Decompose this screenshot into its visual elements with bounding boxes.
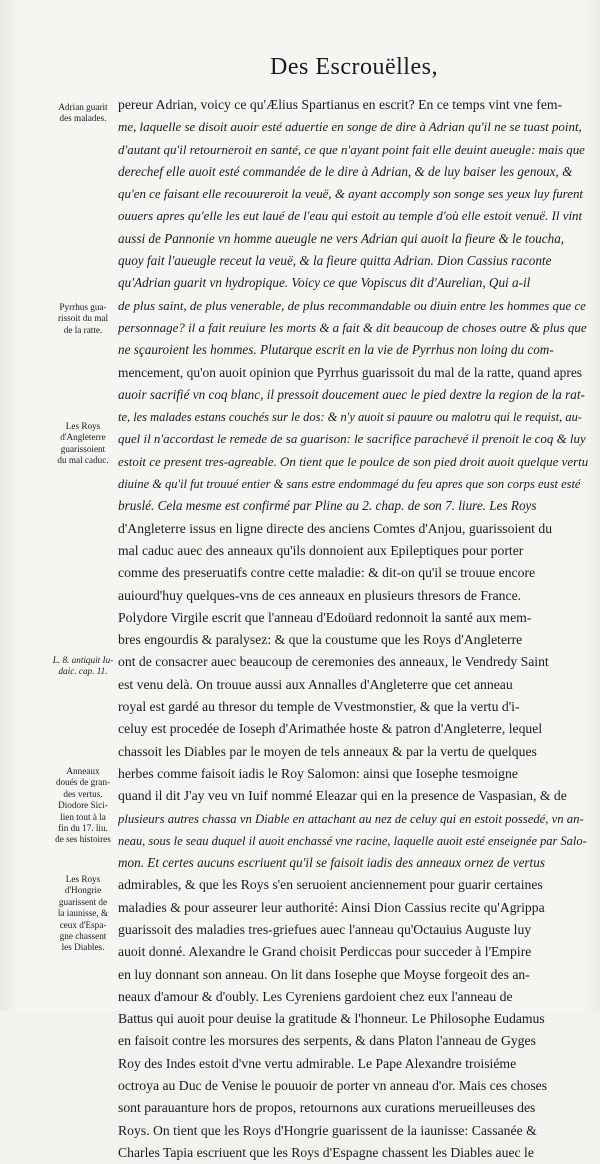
body-line: octroya au Duc de Venise le pouuoir de porter vn anneau d'or. Mais ces choses (118, 1078, 548, 1094)
margin-note-line: des malades. (59, 113, 107, 124)
body-line: d'Angleterre issus en ligne directe des anciens Comtes d'Anjou, guarissoient du (118, 520, 553, 536)
body-line: de plus saint, de plus venerable, de plus recommandable ou diuin entre les hommes que ce (118, 297, 586, 313)
running-head: Des Escrouëlles, (270, 54, 438, 80)
margin-note-line: guarissoient (60, 443, 106, 454)
body-line: herbes comme faisoit iadis le Roy Salomon: ainsi que Iosephe tesmoigne (118, 765, 518, 781)
body-line: ouuers apres qu'elle les eut laué de l'eau qui estoit au temple d'où elle estoit venuë. Il vint (118, 208, 583, 224)
body-line: aussi de Pannonie vn homme aueugle ne vers Adrian qui auoit la fieure & le toucha, (118, 230, 565, 246)
margin-note (50, 102, 116, 125)
body-line: neaux d'amour & d'oubly. Les Cyreniens gardoient chez eux l'anneau de (118, 988, 513, 1004)
body-line: chassoit les Diables par le moyen de tels anneaux & par la vertu de quelques (118, 743, 537, 759)
body-line: bres engourdis & paralysez: & que la coustume que les Roys d'Angleterre (118, 632, 523, 648)
body-line: me, laquelle se disoit auoir esté aduertie en songe de dire à Adrian qu'il ne se tuast point, (118, 119, 582, 135)
body-line: diuine & qu'il fut trouué entier & sans estre endommagé du feu apres que son corps eust esté (118, 477, 581, 492)
margin-note-line: Adrian guarit (58, 102, 108, 112)
body-line: en luy donnant son anneau. On lit dans Iosephe que Moyse forgeoit des an- (118, 966, 530, 982)
margin-note-line: d'Angleterre (60, 432, 106, 443)
body-line: mal caduc auec des anneaux qu'ils donnoient aux Epileptiques pour porter (118, 542, 524, 558)
body-line: maladies & pour asseurer leur authorité: Ainsi Dion Cassius recite qu'Agrippa (118, 899, 545, 915)
margin-note-line: Les Roys (65, 874, 101, 884)
margin-note-line: doués de gran- (55, 777, 111, 788)
body-text (118, 94, 588, 1164)
body-line: neau, sous le seau duquel il auoit enchassé vne racine, laquelle auoit esté enseignée par Salo- (118, 833, 587, 848)
body-line: comme des preseruatifs contre cette maladie: & dit-on qu'il se trouue encore (118, 565, 536, 581)
margin-note (50, 766, 116, 846)
body-line: qu'en ce faisant elle recouureroit la veuë, & ayant accomply son songe ses yeux luy furent (118, 186, 584, 202)
body-line: ont de consacrer auec beaucoup de ceremonies des anneaux, le Vendredy Saint (118, 654, 549, 670)
body-line: Charles Tapia escriuent que les Roys d'Espagne chassent les Diables auec le (118, 1144, 534, 1160)
body-line: Polydore Virgile escrit que l'anneau d'Edoüard redonnoit la santé aux mem- (118, 609, 532, 625)
body-line: royal est gardé au thresor du temple de Vvestmonstier, & que la vertu d'i- (118, 699, 520, 715)
body-line: quoy fait l'aueugle receut la veuë, & la fieure quitta Adrian. Dion Cassius raconte (118, 253, 552, 269)
body-line: mon. Et certes aucuns escriuent qu'il se faisoit iadis des anneaux ornez de vertus (118, 855, 545, 871)
body-line: quand il dit J'ay veu vn Iuif nommé Eleazar qui en la presence de Vaspasian, & de (118, 788, 567, 804)
body-line: plusieurs autres chassa vn Diable en attachant au nez de celuy qui en estoit possedé, vn an- (118, 811, 584, 826)
body-line: guarissoit des maladies tres-griefues auec l'anneau qu'Octauius Auguste luy (118, 921, 532, 937)
margin-note-line: de la ratte. (63, 324, 103, 335)
body-line: mencement, qu'on auoit opinion que Pyrrhus guarissoit du mal de la ratte, quand apres (118, 364, 583, 380)
body-line: en faisoit contre les morsures des serpents, & dans Platon l'anneau de Gyges (118, 1033, 536, 1049)
margin-note-line: ceux d'Espa- (59, 919, 107, 930)
margin-note (50, 874, 116, 954)
body-line: Roys. On tient que les Roys d'Hongrie guarissent de la iaunisse: Cassanée & (118, 1122, 537, 1138)
margin-note-line: guarissent de (58, 896, 108, 907)
margin-note-line: des vertus. (63, 788, 103, 799)
margin-note-line: la iaunisse, & (57, 908, 109, 919)
body-line: auoir sacrifié vn coq blanc, il pressoit doucement auec le pied dextre la region de la rat- (118, 386, 585, 402)
margin-note-line: d'Hongrie (64, 885, 102, 896)
margin-note-line: daic. cap. 11. (58, 666, 108, 677)
body-line: est venu delà. On trouue aussi aux Annalles d'Angleterre que cet anneau (118, 676, 513, 692)
margin-note (50, 655, 116, 678)
body-line: celuy est procedée de Ioseph d'Arimathée hoste & patron d'Angleterre, lequel (118, 721, 543, 737)
margin-note-line: Anneaux (66, 766, 100, 776)
body-line: te, les malades estans couchés sur le dos: & n'y auoit si pauure ou malotru qui le requist, au- (118, 410, 582, 425)
body-line: qu'Adrian guarit vn hydropique. Voicy ce que Vopiscus dit d'Aurelian, Qui a-il (118, 275, 531, 291)
margin-note-line: Pyrrhus gua- (59, 302, 107, 312)
body-line: derechef elle auoit esté commandée de le dire à Adrian, & de luy baiser les genoux, & (118, 163, 573, 179)
margin-note-line: fin du 17. liu. (58, 823, 108, 834)
margin-note-line: Les Roys (65, 421, 101, 431)
margin-note-line: Diodore Sici- (58, 800, 108, 811)
margin-note-line: gne chassent (59, 931, 107, 942)
body-line: Roy des Indes estoit d'vne vertu admirable. Le Pape Alexandre troisiéme (118, 1055, 517, 1071)
body-line: estoit ce present tres-agreable. On tient que le poulce de son pied droit auoit quelque vertu (118, 453, 588, 469)
body-line: auiourd'huy quelques-vns de ces anneaux en plusieurs thresors de France. (118, 587, 522, 603)
margin-note-line: du mal caduc. (57, 455, 109, 466)
body-line: pereur Adrian, voicy ce qu'Ælius Spartianus en escrit? En ce temps vint vne fem- (118, 97, 563, 112)
body-line: ne sçauroient les hommes. Plutarque escrit en la vie de Pyrrhus non loing du com- (118, 342, 554, 358)
body-line: bruslé. Cela mesme est confirmé par Pline au 2. chap. de son 7. liure. Les Roys (118, 498, 537, 514)
body-line: auoit donné. Alexandre le Grand choisit Perdiccas pour succeder à l'Empire (118, 944, 532, 960)
body-line: personnage? il a fait reuiure les morts & a fait & dit beaucoup de choses outre & plus que (118, 319, 587, 335)
body-line: quel il n'accordast le remede de sa guarison: le sacrifice parachevé il prenoit le coq & luy (118, 431, 586, 447)
margin-note-line: les Diables. (61, 942, 105, 953)
margin-note-line: rissoit du mal (57, 313, 109, 324)
body-line: admirables, & que les Roys s'en seruoient anciennement pour guarir certaines (118, 877, 543, 893)
margin-note-line: L. 8. antiquit Iu- (52, 655, 114, 665)
body-line: Battus qui auoit pour deuise la gratitude & l'honneur. Le Philosophe Eudamus (118, 1011, 545, 1027)
margin-note-line: de ses histoires (55, 834, 111, 845)
body-line: d'autant qu'il retourneroit en santé, ce que n'ayant point fait elle deuint aueugle: mais que (118, 141, 585, 157)
margin-note-line: lien tout à la (60, 811, 106, 822)
margin-note (50, 302, 116, 336)
margin-note (50, 421, 116, 467)
body-line: sont parauanture hors de propos, retournons aux curations merueilleuses des (118, 1100, 536, 1116)
